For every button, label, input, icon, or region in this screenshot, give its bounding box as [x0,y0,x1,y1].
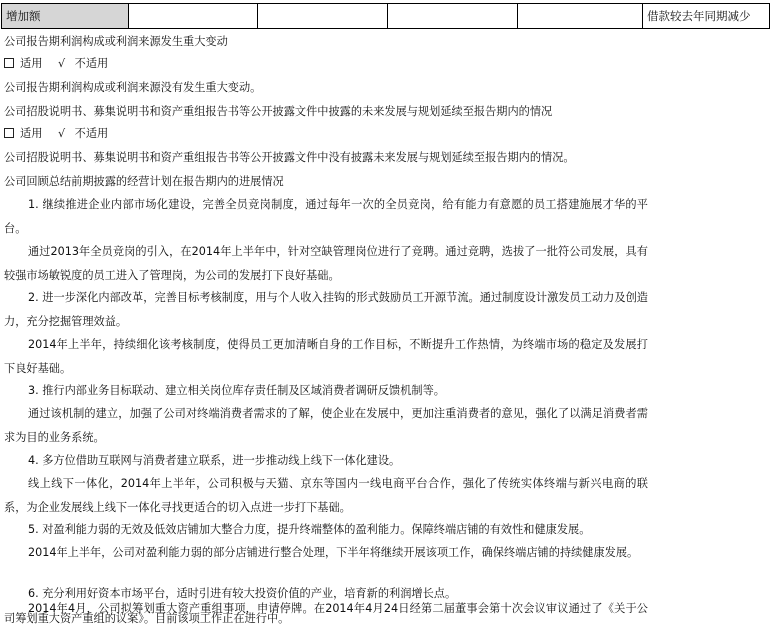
section2-options [4,127,108,141]
table-cell [129,4,258,29]
financial-table-row [1,3,770,29]
section3-heading: 公司回顾总结前期披露的经营计划在报告期内的进展情况 [4,175,284,188]
applicable-label: 适用 [20,57,43,70]
section1-heading: 公司报告期利润构成或利润来源发生重大变动 [4,35,228,48]
borrowing-note-cell: 借款较去年同期减少 [643,4,770,29]
table-cell [388,4,518,29]
checkbox-icon [4,128,14,138]
table-row [2,4,770,29]
not-applicable-label: 不适用 [74,57,109,70]
applicable-label: 适用 [20,127,43,140]
paragraph: 线上线下一体化，2014年上半年，公司积极与天猫、京东等国内一线电商平台合作，强化了传统实体终端与新兴电商的联系，为企业发展线上线下一体化寻找更适合的切入点进一步打下基础。 [4,477,648,514]
paragraph: 通过该机制的建立，加强了公司对终端消费者需求的了解，使企业在发展中，更加注重消费者的意见，强化了以满足消费者需求为目的业务系统。 [4,407,648,444]
section2-heading: 公司招股说明书、募集说明书和资产重组报告书等公开披露文件中披露的未来发展与规划延续至报告期内的情况 [4,105,553,118]
increase-amount-label: 增加额 [2,4,129,29]
paragraph: 4. 多方位借助互联网与消费者建立联系，进一步推动线上线下一体化建设。 [28,454,401,467]
not-applicable-label: 不适用 [74,127,109,140]
checkbox-icon [4,58,14,68]
paragraph: 6. 充分利用好资本市场平台，适时引进有较大投资价值的产业，培育新的利润增长点。 [28,587,457,600]
section2-statement: 公司招股说明书、募集说明书和资产重组报告书等公开披露文件中没有披露未来发展与规划延续至报告期内的情况。 [4,151,575,164]
paragraph: 2014年4月，公司拟筹划重大资产重组事项，申请停牌。在2014年4月24日经第二届董事会第十次会议审议通过了《关于公司筹划重大资产重组的议案》。目前该项工作正在进行中。 [4,602,648,625]
paragraph: 2. 进一步深化内部改革，完善目标考核制度，用与个人收入挂钩的形式鼓励员工开源节流。通过制度设计激发员工动力及创造力，充分挖掘管理效益。 [4,291,648,328]
section1-options [4,57,108,71]
paragraph: 2014年上半年，持续细化该考核制度，使得员工更加清晰自身的工作目标，不断提升工作热情，为终端市场的稳定及发展打下良好基础。 [4,338,648,375]
paragraph: 2014年上半年，公司对盈利能力弱的部分店铺进行整合处理，下半年将继续开展该项工作，确保终端店铺的持续健康发展。 [28,546,639,559]
table-cell [258,4,388,29]
table-cell [518,4,643,29]
paragraph: 通过2013年全员竞岗的引入，在2014年上半年中，针对空缺管理岗位进行了竞聘。通过竞聘，选拔了一批符公司发展，具有较强市场敏锐度的员工进入了管理岗，为公司的发展打下良好基础。 [4,245,648,282]
section1-statement: 公司报告期利润构成或利润来源没有发生重大变动。 [4,81,262,94]
paragraph: 1. 继续推进企业内部市场化建设，完善全员竞岗制度，通过每年一次的全员竞岗，给有能力有意愿的员工搭建施展才华的平台。 [4,198,648,235]
check-mark-icon: √ [57,57,66,70]
paragraph: 3. 推行内部业务目标联动、建立相关岗位库存责任制及区域消费者调研反馈机制等。 [28,384,445,397]
check-mark-icon: √ [57,127,66,140]
paragraph: 5. 对盈利能力弱的无效及低效店铺加大整合力度，提升终端整体的盈利能力。保障终端店铺的有效性和健康发展。 [28,523,591,536]
